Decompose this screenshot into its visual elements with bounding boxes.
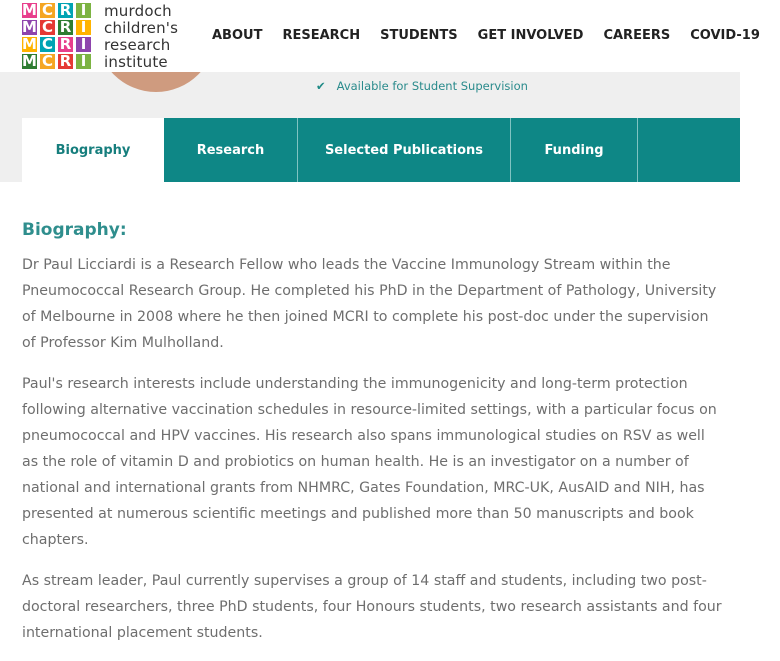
logo-line: murdoch bbox=[104, 2, 172, 20]
mcri-logo[interactable] bbox=[22, 3, 182, 73]
tab-label: Funding bbox=[544, 142, 604, 158]
tab-funding[interactable] bbox=[511, 118, 638, 182]
biography-section bbox=[22, 220, 722, 661]
check-icon: ✔ bbox=[316, 79, 326, 93]
logo-letter: C bbox=[41, 1, 53, 19]
logo-letter: R bbox=[59, 35, 72, 53]
logo-letter: I bbox=[76, 20, 91, 35]
tab-selected-publications[interactable] bbox=[298, 118, 511, 182]
site-header bbox=[0, 0, 760, 72]
logo-letter: M bbox=[22, 18, 37, 36]
nav-covid-19[interactable]: COVID-19 bbox=[690, 28, 760, 43]
tab-biography[interactable] bbox=[22, 118, 164, 182]
logo-line: children's bbox=[104, 19, 179, 37]
nav-careers[interactable]: CAREERS bbox=[603, 28, 671, 43]
logo-line: institute bbox=[104, 53, 168, 71]
tab-label: Selected Publications bbox=[324, 142, 484, 158]
nav-get-involved[interactable]: GET INVOLVED bbox=[477, 28, 584, 43]
supervision-text: Available for Student Supervision bbox=[336, 79, 528, 93]
logo-line: research bbox=[104, 36, 171, 54]
logo-mark bbox=[22, 3, 94, 71]
logo-letter: M bbox=[22, 52, 37, 70]
tab-label: Biography bbox=[55, 142, 131, 158]
logo-letter: C bbox=[41, 35, 53, 53]
logo-letter: C bbox=[41, 18, 53, 36]
nav-research[interactable]: RESEARCH bbox=[282, 28, 361, 43]
logo-letter: R bbox=[59, 1, 72, 19]
logo-letter: R bbox=[59, 52, 72, 70]
profile-tabs bbox=[22, 118, 740, 182]
tab-more[interactable] bbox=[638, 118, 740, 182]
logo-letter: I bbox=[76, 54, 91, 69]
biography-paragraph: Dr Paul Licciardi is a Research Fellow who leads the Vaccine Immunology Stream within the Pneumococcal Research Group. He completed his PhD in the Department of Pathology, University of Melbourne in 2008 where he then joined MCRI to complete his post-doc under the supervision of Professor Kim Mulholland. bbox=[22, 257, 717, 351]
logo-letter: R bbox=[59, 18, 72, 36]
tab-research[interactable] bbox=[164, 118, 298, 182]
logo-letter: I bbox=[76, 37, 91, 52]
nav-students[interactable]: STUDENTS bbox=[380, 28, 458, 43]
logo-wordmark bbox=[104, 3, 178, 71]
logo-letter: M bbox=[22, 35, 37, 53]
biography-paragraph: As stream leader, Paul currently supervises a group of 14 staff and students, including two post-doctoral researchers, three PhD students, four Honours students, two research assistants and four international placement students. bbox=[22, 573, 722, 641]
main-nav bbox=[212, 28, 780, 43]
nav-about[interactable]: ABOUT bbox=[212, 28, 263, 43]
supervision-status bbox=[316, 79, 528, 93]
logo-letter: I bbox=[76, 3, 91, 18]
logo-letter: M bbox=[22, 1, 37, 19]
tab-label: Research bbox=[196, 142, 265, 158]
section-title: Biography: bbox=[22, 220, 127, 240]
logo-letter: C bbox=[41, 52, 53, 70]
biography-paragraph: Paul's research interests include understanding the immunogenicity and long-term protection following alternative vaccination schedules in resource-limited settings, with a particular focus on pneumococcal and HPV vaccines. His research also spans immunological studies on RSV as well as the role of vitamin D and probiotics on human health. He is an investigator on a number of national and international grants from NHMRC, Gates Foundation, MRC-UK, AusAID and NIH, has presented at numerous scientific meetings and published more than 50 manuscripts and book chapters. bbox=[22, 376, 717, 548]
